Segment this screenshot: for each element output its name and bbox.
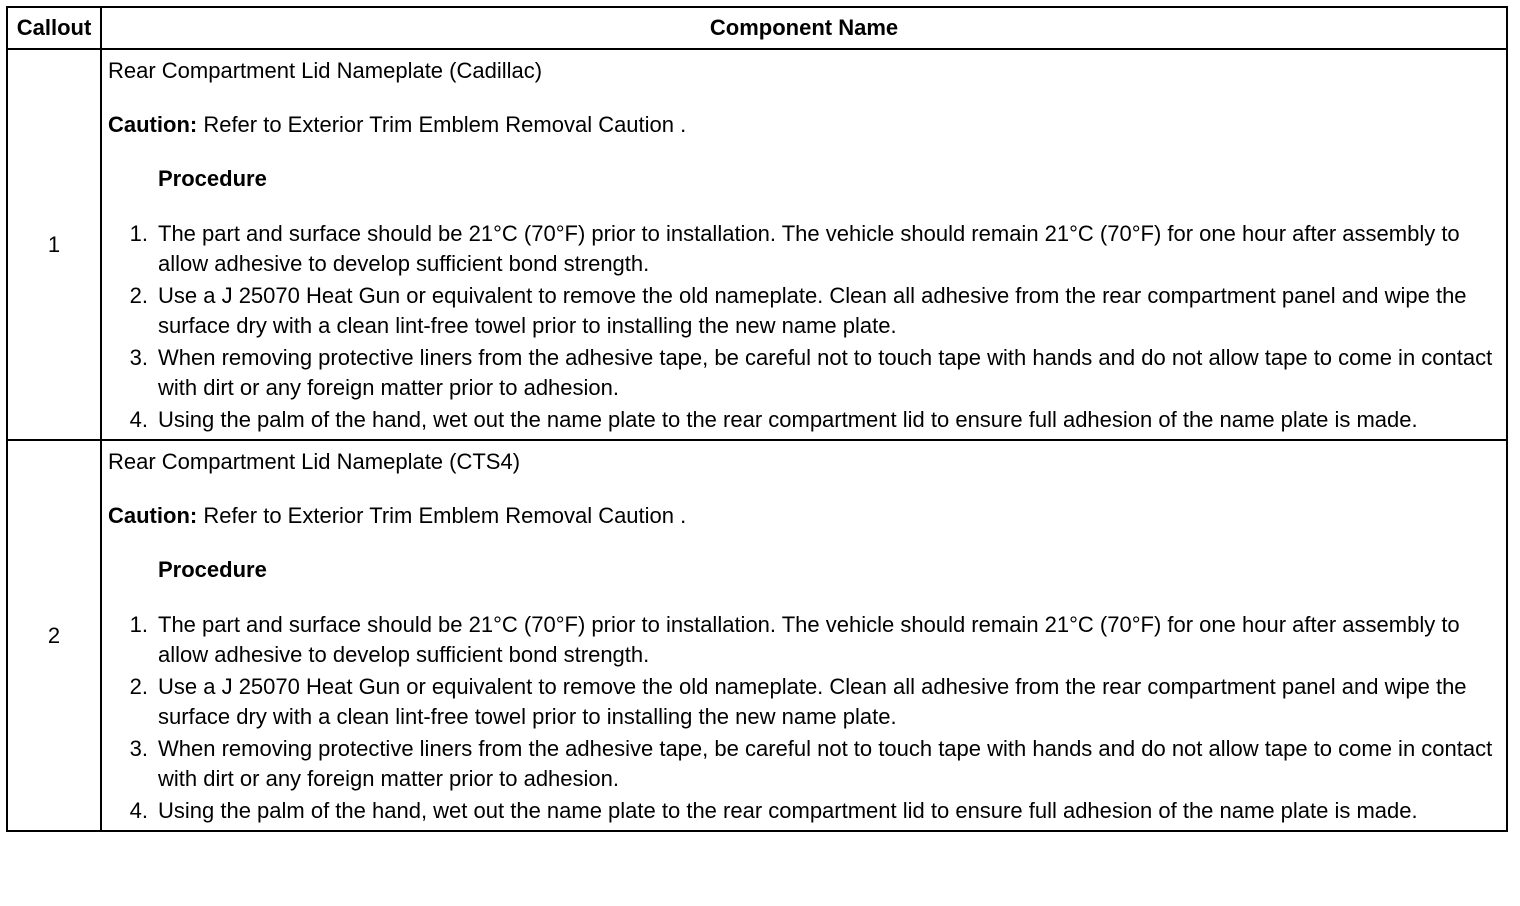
step-text: The part and surface should be 21°C (70°F) prior to installation. The vehicle should remain 21°C (70°F) for one hour after assembly to allow adhesive to develop sufficient bond strength.	[158, 221, 1460, 276]
procedure-step	[108, 672, 1500, 732]
header-row	[7, 7, 1507, 49]
step-number: 3.	[129, 736, 148, 761]
step-number: 1.	[129, 221, 148, 246]
step-number: 2.	[129, 283, 148, 308]
step-text: When removing protective liners from the adhesive tape, be careful not to touch tape with hands and do not allow tape to come in contact with dirt or any foreign matter prior to adhesion.	[158, 345, 1493, 400]
step-text: Use a J 25070 Heat Gun or equivalent to remove the old nameplate. Clean all adhesive from the rear compartment panel and wipe the surface dry with a clean lint-free towel prior to installing the new name plate.	[158, 283, 1467, 338]
step-text: Using the palm of the hand, wet out the name plate to the rear compartment lid to ensure full adhesion of the name plate is made.	[158, 407, 1418, 432]
component-cell	[101, 49, 1507, 440]
step-number: 4.	[129, 407, 148, 432]
header-callout: Callout	[7, 7, 101, 49]
caution-label: Caution:	[108, 112, 198, 137]
caution-label: Caution:	[108, 503, 198, 528]
component-name: Rear Compartment Lid Nameplate (CTS4)	[108, 449, 521, 474]
procedure-step	[108, 796, 1500, 826]
component-table	[6, 6, 1508, 832]
table-row	[7, 49, 1507, 440]
procedure-steps	[108, 610, 1500, 826]
procedure-step	[108, 343, 1500, 403]
step-text: Using the palm of the hand, wet out the name plate to the rear compartment lid to ensure full adhesion of the name plate is made.	[158, 798, 1418, 823]
step-number: 2.	[129, 674, 148, 699]
table-row	[7, 440, 1507, 831]
procedure-step	[108, 281, 1500, 341]
procedure-heading: Procedure	[158, 166, 267, 191]
procedure-steps	[108, 219, 1500, 435]
procedure-step	[108, 219, 1500, 279]
step-number: 4.	[129, 798, 148, 823]
component-cell	[101, 440, 1507, 831]
component-name: Rear Compartment Lid Nameplate (Cadillac)	[108, 58, 543, 83]
header-component-name: Component Name	[101, 7, 1507, 49]
step-text: Use a J 25070 Heat Gun or equivalent to remove the old nameplate. Clean all adhesive from the rear compartment panel and wipe the surface dry with a clean lint-free towel prior to installing the new name plate.	[158, 674, 1467, 729]
caution-text: Refer to Exterior Trim Emblem Removal Caution .	[197, 112, 687, 137]
caution-text: Refer to Exterior Trim Emblem Removal Caution .	[197, 503, 687, 528]
callout-number: 1	[7, 49, 101, 440]
procedure-step	[108, 610, 1500, 670]
step-text: The part and surface should be 21°C (70°F) prior to installation. The vehicle should remain 21°C (70°F) for one hour after assembly to allow adhesive to develop sufficient bond strength.	[158, 612, 1460, 667]
step-number: 1.	[129, 612, 148, 637]
caution-note	[108, 110, 1500, 140]
caution-note	[108, 501, 1500, 531]
step-text: When removing protective liners from the adhesive tape, be careful not to touch tape with hands and do not allow tape to come in contact with dirt or any foreign matter prior to adhesion.	[158, 736, 1493, 791]
procedure-heading: Procedure	[158, 557, 267, 582]
procedure-step	[108, 734, 1500, 794]
step-number: 3.	[129, 345, 148, 370]
callout-number: 2	[7, 440, 101, 831]
procedure-step	[108, 405, 1500, 435]
